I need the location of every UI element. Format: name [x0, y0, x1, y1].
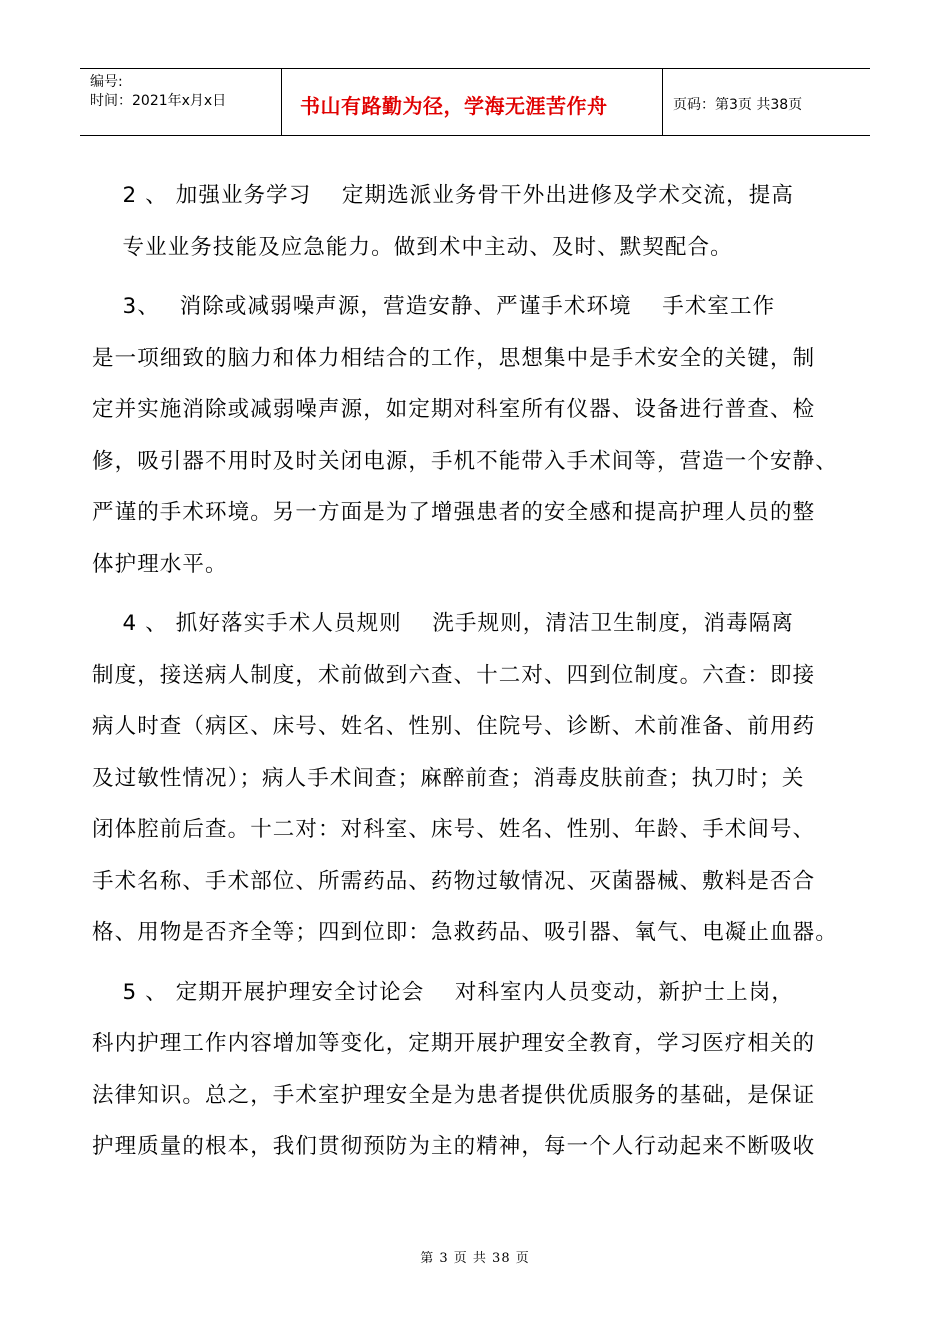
document-code-label: 编号: — [90, 74, 123, 90]
page-header — [80, 68, 870, 136]
header-left-cell — [80, 69, 282, 135]
text-line: 及过敏性情况）；病人手术间查；麻醉前查；消毒皮肤前查；执刀时；关 — [92, 765, 805, 791]
text-line: 3、 消除或减弱噪声源，营造安静、严谨手术环境 手术室工作 — [92, 294, 776, 319]
text-line: 是一项细致的脑力和体力相结合的工作，思想集中是手术安全的关键，制 — [92, 345, 816, 371]
text-line: 格、用物是否齐全等；四到位即：急救药品、吸引器、氧气、电凝止血器。 — [92, 920, 838, 945]
text-line: 护理质量的根本，我们贯彻预防为主的精神，每一个人行动起来不断吸收 — [92, 1134, 816, 1159]
text-line: 体护理水平。 — [92, 551, 228, 577]
header-page-cell — [663, 69, 870, 135]
paragraph-gap — [92, 959, 862, 967]
text-line: 修，吸引器不用时及时关闭电源，手机不能带入手术间等，营造一个安静、 — [92, 448, 838, 474]
text-line: 手术名称、手术部位、所需药品、药物过敏情况、灭菌器械、敷料是否合 — [92, 868, 816, 894]
text-line: 5 、 定期开展护理安全讨论会 对科室内人员变动，新护士上岗， — [92, 979, 794, 1005]
document-date: 时间：2021年x月x日 — [90, 93, 227, 109]
header-motto: 书山有路勤为径，学海无涯苦作舟 — [300, 93, 608, 118]
text-line: 法律知识。总之，手术室护理安全是为患者提供优质服务的基础，是保证 — [92, 1082, 816, 1108]
text-line: 4 、 抓好落实手术人员规则 洗手规则，清洁卫生制度，消毒隔离 — [92, 611, 794, 636]
header-page-info: 页码：第3页 共38页 — [673, 96, 803, 113]
text-line: 科内护理工作内容增加等变化，定期开展护理安全教育，学习医疗相关的 — [92, 1031, 816, 1056]
text-line: 专业业务技能及应急能力。做到术中主动、及时、默契配合。 — [92, 234, 733, 260]
text-line: 病人时查（病区、床号、姓名、性别、住院号、诊断、术前准备、前用药 — [92, 714, 816, 739]
paragraph-gap — [92, 590, 862, 598]
page-footer — [0, 1247, 950, 1266]
text-line: 严谨的手术环境。另一方面是为了增强患者的安全感和提高护理人员的整 — [92, 500, 816, 525]
paragraph-gap — [92, 273, 862, 281]
footer-page-number: 第 3 页 共 38 页 — [420, 1251, 530, 1266]
document-body — [92, 170, 862, 1173]
text-line: 定并实施消除或减弱噪声源，如定期对科室所有仪器、设备进行普查、检 — [92, 397, 816, 422]
text-line: 2 、 加强业务学习 定期选派业务骨干外出进修及学术交流，提高 — [92, 183, 794, 208]
text-line: 制度，接送病人制度，术前做到六查、十二对、四到位制度。六查：即接 — [92, 662, 816, 688]
header-motto-cell — [282, 69, 663, 135]
text-line: 闭体腔前后查。十二对：对科室、床号、姓名、性别、年龄、手术间号、 — [92, 817, 816, 842]
